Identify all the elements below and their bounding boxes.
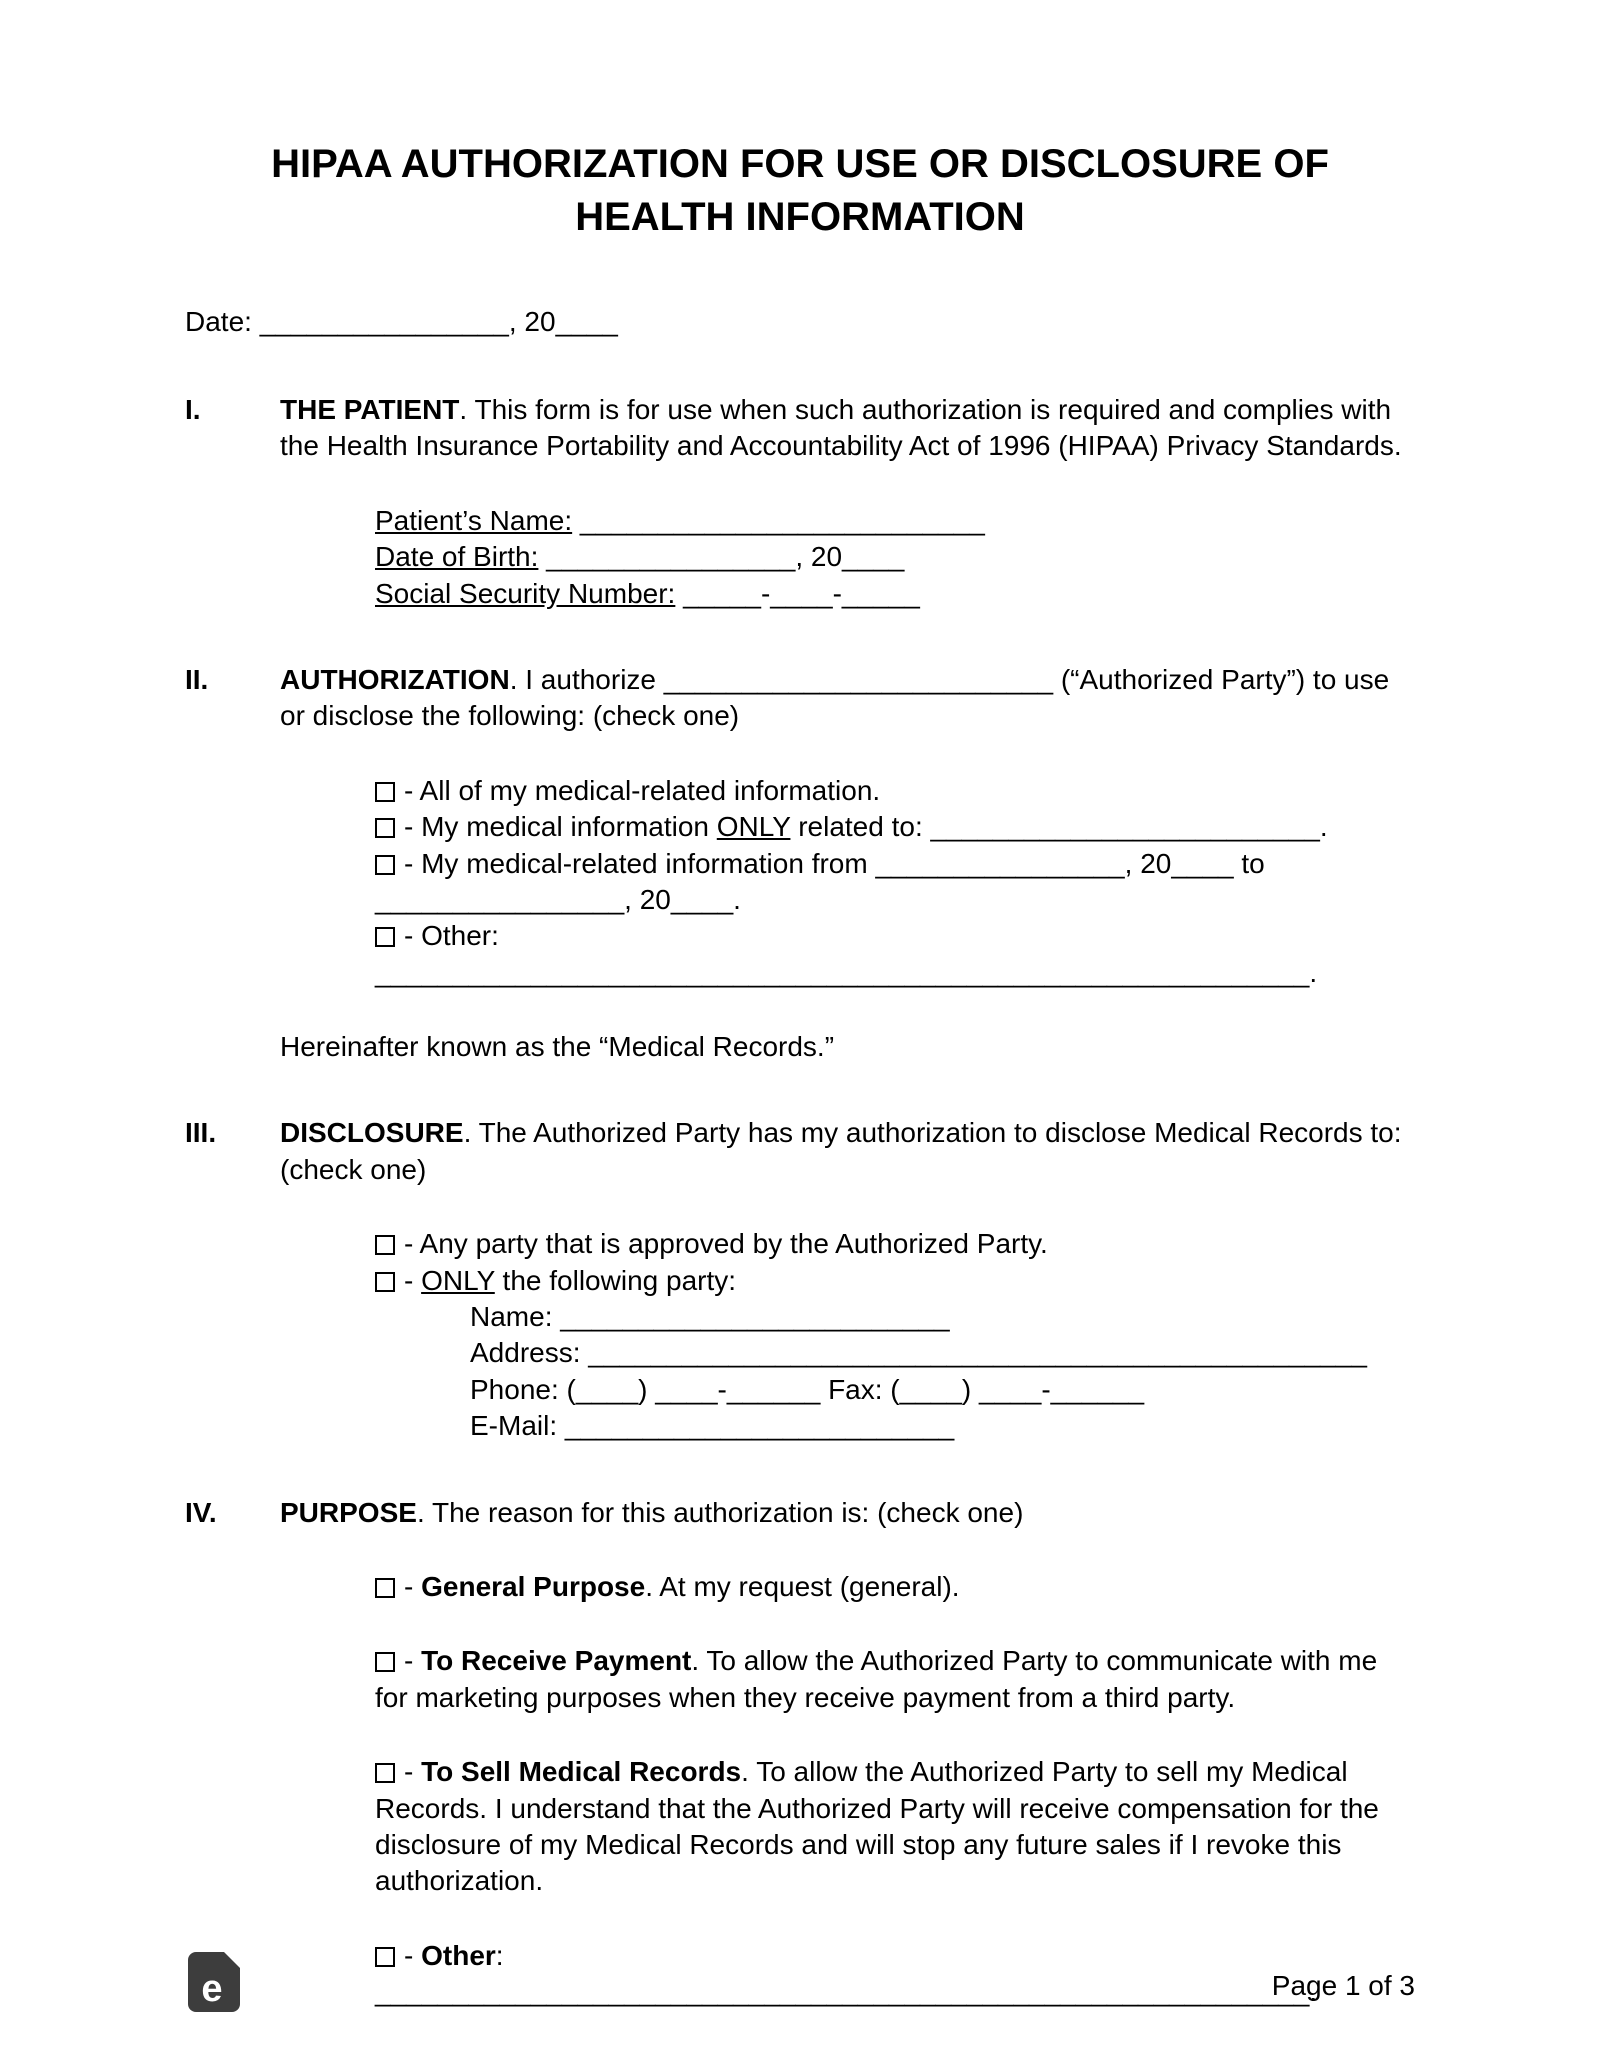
checkbox-item-other <box>375 918 1415 991</box>
checkbox-item-purpose-other <box>375 1938 1415 2011</box>
field-party-name <box>470 1299 1415 1335</box>
checkbox-icon[interactable] <box>375 1652 395 1672</box>
checkbox-item-only-following-party <box>375 1263 1415 1299</box>
field-blank: __________________________ <box>572 504 985 536</box>
checkbox-icon[interactable] <box>375 1272 395 1292</box>
field-ssn <box>375 576 1415 612</box>
party-fields <box>470 1299 1415 1445</box>
checkbox-label: - <box>404 1756 422 1788</box>
field-date-of-birth <box>375 539 1415 575</box>
field-blank: _____-____-_____ <box>675 577 920 609</box>
section-number: III. <box>185 1117 217 1149</box>
field-label: Social Security Number: <box>375 577 676 609</box>
checkbox-label: - Other: ____________________________________________________________. <box>375 920 1318 988</box>
checkbox-label: - My medical-related information from ________________, 20____ to ________________, 20____. <box>375 847 1265 915</box>
field-blank: _________________________ <box>552 1301 950 1333</box>
checkbox-label-bold: To Sell Medical Records <box>421 1756 742 1788</box>
section-heading: DISCLOSURE <box>280 1117 464 1149</box>
checkbox-label: the following party: <box>494 1264 737 1296</box>
checkbox-item-general-purpose <box>375 1569 1415 1605</box>
checkbox-icon[interactable] <box>375 1947 395 1967</box>
checkbox-icon[interactable] <box>375 1235 395 1255</box>
checkbox-label-bold: Other <box>421 1939 496 1971</box>
checkbox-label: - <box>404 1570 422 1602</box>
date-line <box>185 304 1415 340</box>
section-number: II. <box>185 663 209 695</box>
checkbox-item-receive-payment <box>375 1643 1415 1716</box>
section-intro <box>280 1495 1415 1531</box>
eforms-logo-icon <box>188 1952 240 2012</box>
checkbox-label-underlined: ONLY <box>421 1264 495 1296</box>
checkbox-label: - My medical information <box>404 811 717 843</box>
patient-fields <box>375 503 1415 612</box>
checkbox-item-sell-medical-records <box>375 1754 1415 1900</box>
section-heading: THE PATIENT <box>280 393 460 425</box>
section-heading: PURPOSE <box>280 1496 417 1528</box>
section-text: . The Authorized Party has my authorization to disclose Medical Records to: (check one) <box>280 1117 1402 1185</box>
purpose-options <box>375 1569 1415 2011</box>
section-the-patient <box>185 392 1415 612</box>
checkbox-item-any-party <box>375 1226 1415 1262</box>
checkbox-label: related to: _________________________. <box>790 811 1328 843</box>
field-blank: (____) ____-______ Fax: (____) ____-______ <box>558 1373 1145 1405</box>
checkbox-item-date-range <box>375 846 1415 919</box>
checkbox-label: : ____________________________________________________________. <box>375 1939 1318 2008</box>
field-label: Patient’s Name: <box>375 504 573 536</box>
checkbox-label: . To allow the Authorized Party to sell my Medical Records. I understand that the Authorized Party will receive compensation for the disclosure of my Medical Records and will stop any future sales if I revoke this authorization. <box>375 1756 1379 1897</box>
checkbox-label: - Any party that is approved by the Authorized Party. <box>404 1228 1048 1260</box>
field-party-email <box>470 1408 1415 1444</box>
field-label: E-Mail: <box>470 1410 558 1442</box>
field-patient-name <box>375 503 1415 539</box>
checkbox-icon[interactable] <box>375 1578 395 1598</box>
field-party-address <box>470 1335 1415 1371</box>
title-line-2: HEALTH INFORMATION <box>575 194 1025 239</box>
section-intro <box>280 1115 1415 1188</box>
section-number: IV. <box>185 1496 217 1528</box>
field-blank: __________________________________________________ <box>580 1337 1367 1369</box>
checkbox-item-all-medical-info <box>375 773 1415 809</box>
authorization-options <box>375 773 1415 991</box>
checkbox-icon[interactable] <box>375 1763 395 1783</box>
section-text: . I authorize _________________________ (“Authorized Party”) to use or disclose the following: (check one) <box>280 663 1390 732</box>
field-label: Date of Birth: <box>375 541 539 573</box>
page-number: Page 1 of 3 <box>1271 1970 1415 2001</box>
section-disclosure <box>185 1115 1415 1444</box>
section-purpose <box>185 1495 1415 2011</box>
field-label: Phone: <box>470 1373 559 1405</box>
field-label: Address: <box>470 1337 581 1369</box>
section-text: . The reason for this authorization is: (check one) <box>416 1496 1024 1528</box>
disclosure-options <box>375 1226 1415 1444</box>
date-blank: ________________, 20____ <box>251 305 618 337</box>
checkbox-label: - All of my medical-related information. <box>404 774 881 806</box>
date-label: Date: <box>185 305 252 337</box>
section-text: . This form is for use when such authorization is required and complies with the Health Insurance Portability and Accountability Act of 1996 (HIPAA) Privacy Standards. <box>280 393 1402 462</box>
checkbox-icon[interactable] <box>375 782 395 802</box>
checkbox-icon[interactable] <box>375 855 395 875</box>
checkbox-label: . To allow the Authorized Party to communicate with me for marketing purposes when they receive payment from a third party. <box>375 1645 1378 1713</box>
field-label: Name: <box>470 1301 553 1333</box>
section-intro <box>280 392 1415 465</box>
checkbox-label: - <box>404 1264 422 1296</box>
field-blank: ________________, 20____ <box>538 541 905 573</box>
logo-letter: e <box>201 1968 223 2010</box>
checkbox-icon[interactable] <box>375 818 395 838</box>
section-authorization <box>185 662 1415 1066</box>
checkbox-icon[interactable] <box>375 927 395 947</box>
checkbox-label: - <box>404 1645 422 1677</box>
checkbox-label: - <box>404 1939 422 1971</box>
title-line-1: HIPAA AUTHORIZATION FOR USE OR DISCLOSURE OF <box>271 142 1329 186</box>
logo-fold-icon <box>224 1952 240 1968</box>
checkbox-item-only-related-to <box>375 809 1415 845</box>
section-intro <box>280 662 1415 735</box>
section-heading: AUTHORIZATION <box>280 663 510 695</box>
medical-records-note: Hereinafter known as the “Medical Records.” <box>280 1031 835 1063</box>
page-title <box>185 138 1415 244</box>
checkbox-label-bold: To Receive Payment <box>421 1645 692 1677</box>
checkbox-label-underlined: ONLY <box>716 811 791 843</box>
checkbox-label-bold: General Purpose <box>421 1570 646 1602</box>
section-number: I. <box>185 393 201 425</box>
field-blank: _________________________ <box>557 1410 955 1442</box>
checkbox-label: . At my request (general). <box>645 1570 960 1602</box>
field-party-phone-fax <box>470 1372 1415 1408</box>
